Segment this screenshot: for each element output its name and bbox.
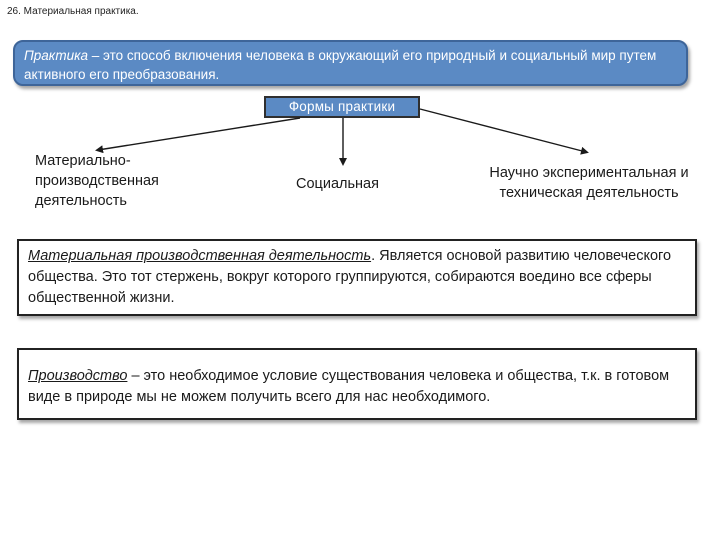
production-text: – это необходимое условие существования человека и общества, т.к. в готовом виде в природе мы не можем получить всего для нас необходимого. [28,368,670,405]
branch-scientific-technical: Научно экспериментальная и техническая деятельность [489,165,689,201]
material-activity-box [17,239,697,316]
definition-text: – это способ включения человека в окружающий его природный и социальный мир путем активного его преобразования. [24,48,657,82]
forms-header-box: Формы практики [264,96,420,118]
material-activity-term: Материальная производственная деятельность [28,248,372,264]
production-box [17,348,697,420]
production-term: Производство [28,368,128,384]
arrow-left [98,118,300,150]
definition-term: Практика [24,48,88,63]
material-activity-text: . Является основой развитию человеческого общества. Это тот стержень, вокруг которого группируются, собираются воедино все сферы общественной жизни. [28,248,672,306]
slide-title: 26. Материальная практика. [7,6,139,17]
branch-material-production: Материально-производственная деятельность [35,153,159,209]
arrow-right [420,109,586,152]
branch-social: Социальная [296,176,379,192]
